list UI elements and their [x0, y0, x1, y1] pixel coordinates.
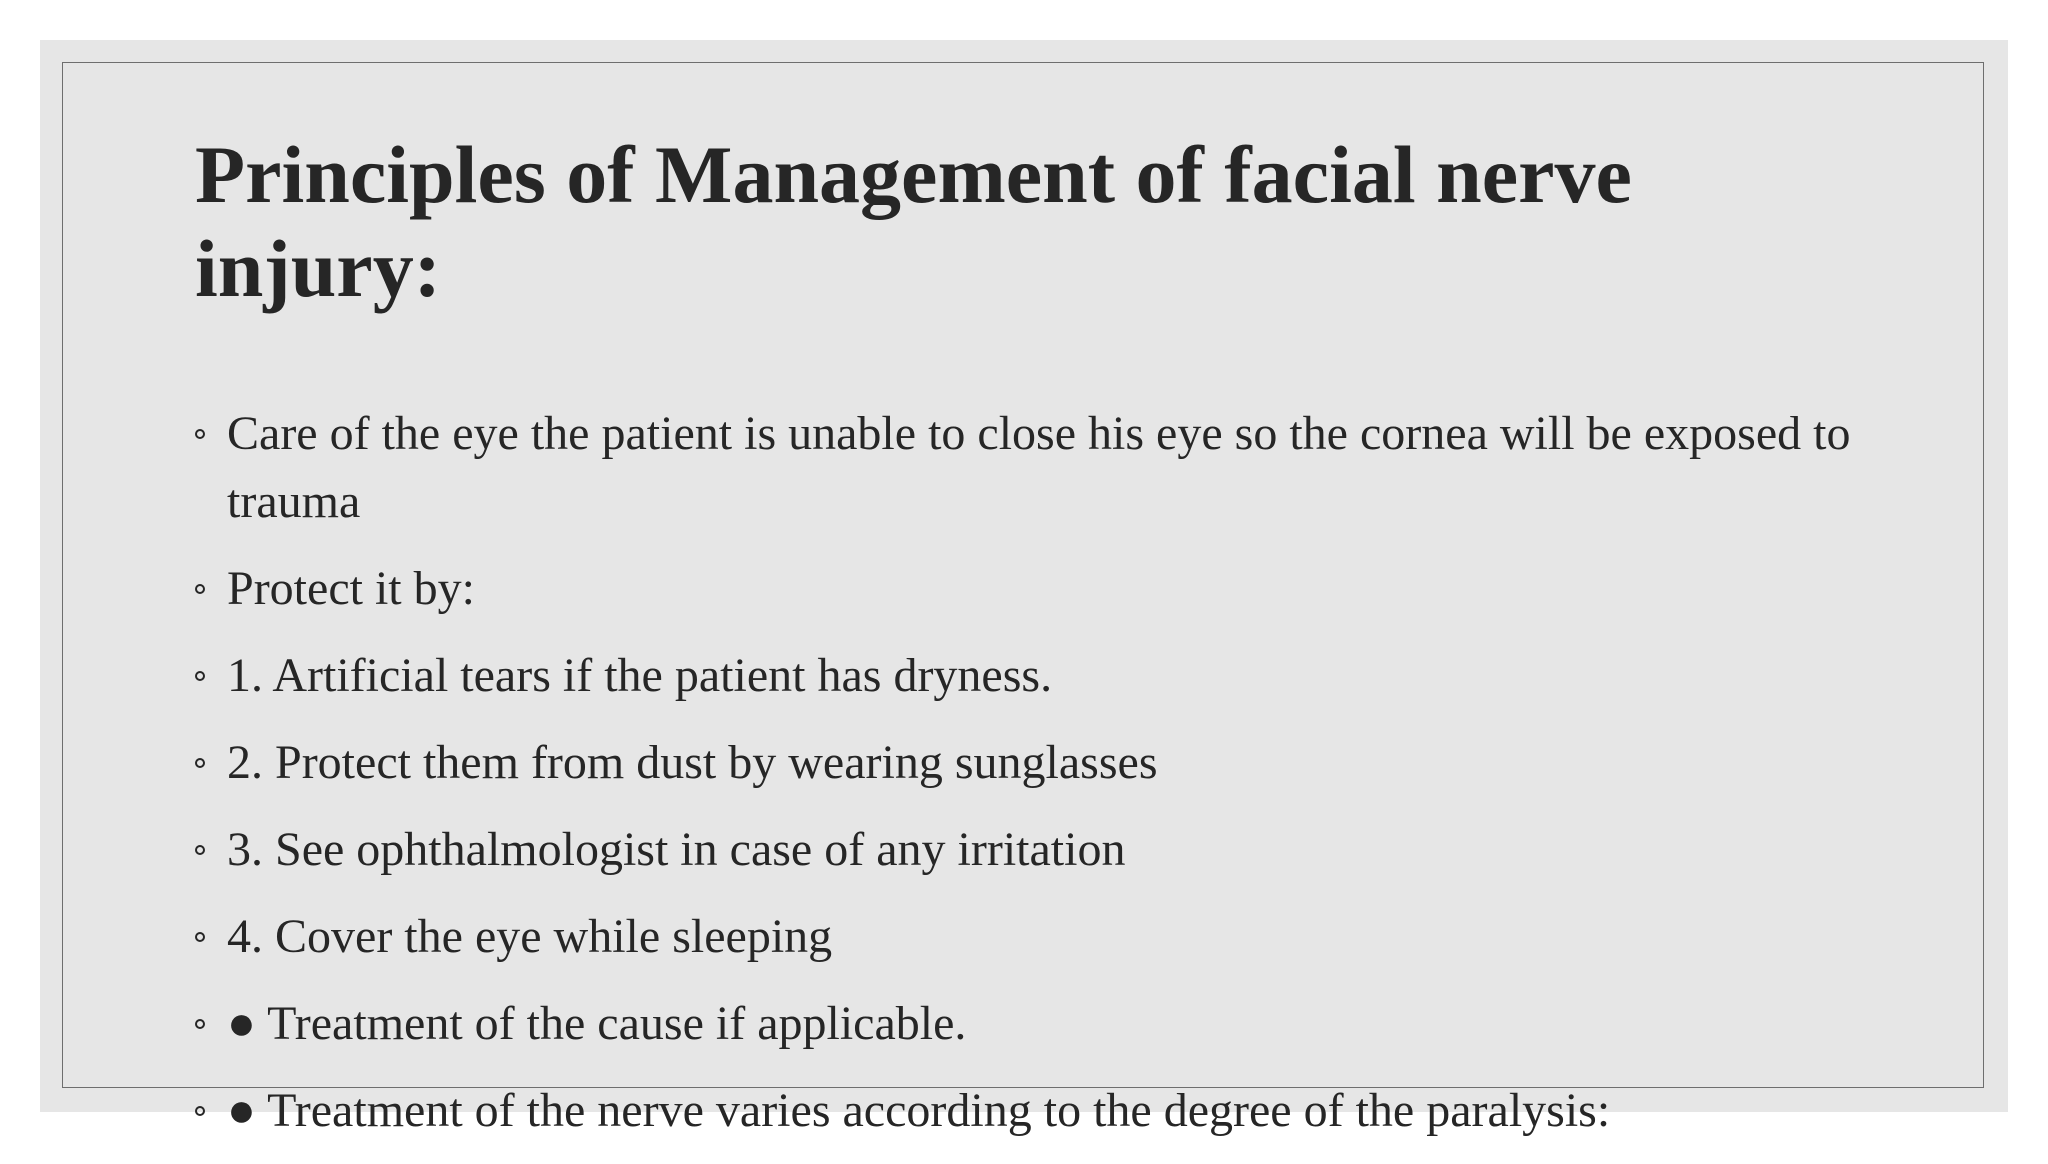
bullet-item	[195, 1077, 1915, 1145]
bullet-text: 2. Protect them from dust by wearing sunglasses	[227, 736, 1158, 789]
bullet-item	[195, 903, 1915, 971]
bullet-icon	[195, 845, 205, 855]
bullet-icon	[195, 584, 205, 594]
bullet-item	[195, 400, 1915, 536]
bullet-text: 1. Artificial tears if the patient has dryness.	[227, 649, 1053, 702]
bullet-item	[195, 729, 1915, 797]
bullet-item	[195, 555, 1915, 623]
bullet-text: 4. Cover the eye while sleeping	[227, 910, 833, 963]
bullet-icon	[195, 1019, 205, 1029]
bullet-text: ● Treatment of the nerve varies according to the degree of the paralysis:	[227, 1084, 1611, 1137]
bullet-list	[195, 400, 1915, 1164]
bullet-icon	[195, 671, 205, 681]
bullet-icon	[195, 932, 205, 942]
bullet-item	[195, 990, 1915, 1058]
bullet-icon	[195, 1106, 205, 1116]
bullet-text: Care of the eye the patient is unable to close his eye so the cornea will be exposed to trauma	[227, 407, 1851, 528]
bullet-text: 3. See ophthalmologist in case of any irritation	[227, 823, 1126, 876]
slide	[40, 40, 2008, 1137]
bullet-text: Protect it by:	[227, 562, 475, 615]
slide-title: Principles of Management of facial nerve injury:	[195, 129, 1632, 314]
bullet-text: ● Treatment of the cause if applicable.	[227, 997, 967, 1050]
bullet-icon	[195, 429, 205, 439]
bullet-item	[195, 816, 1915, 884]
bullet-icon	[195, 758, 205, 768]
bullet-item	[195, 642, 1915, 710]
